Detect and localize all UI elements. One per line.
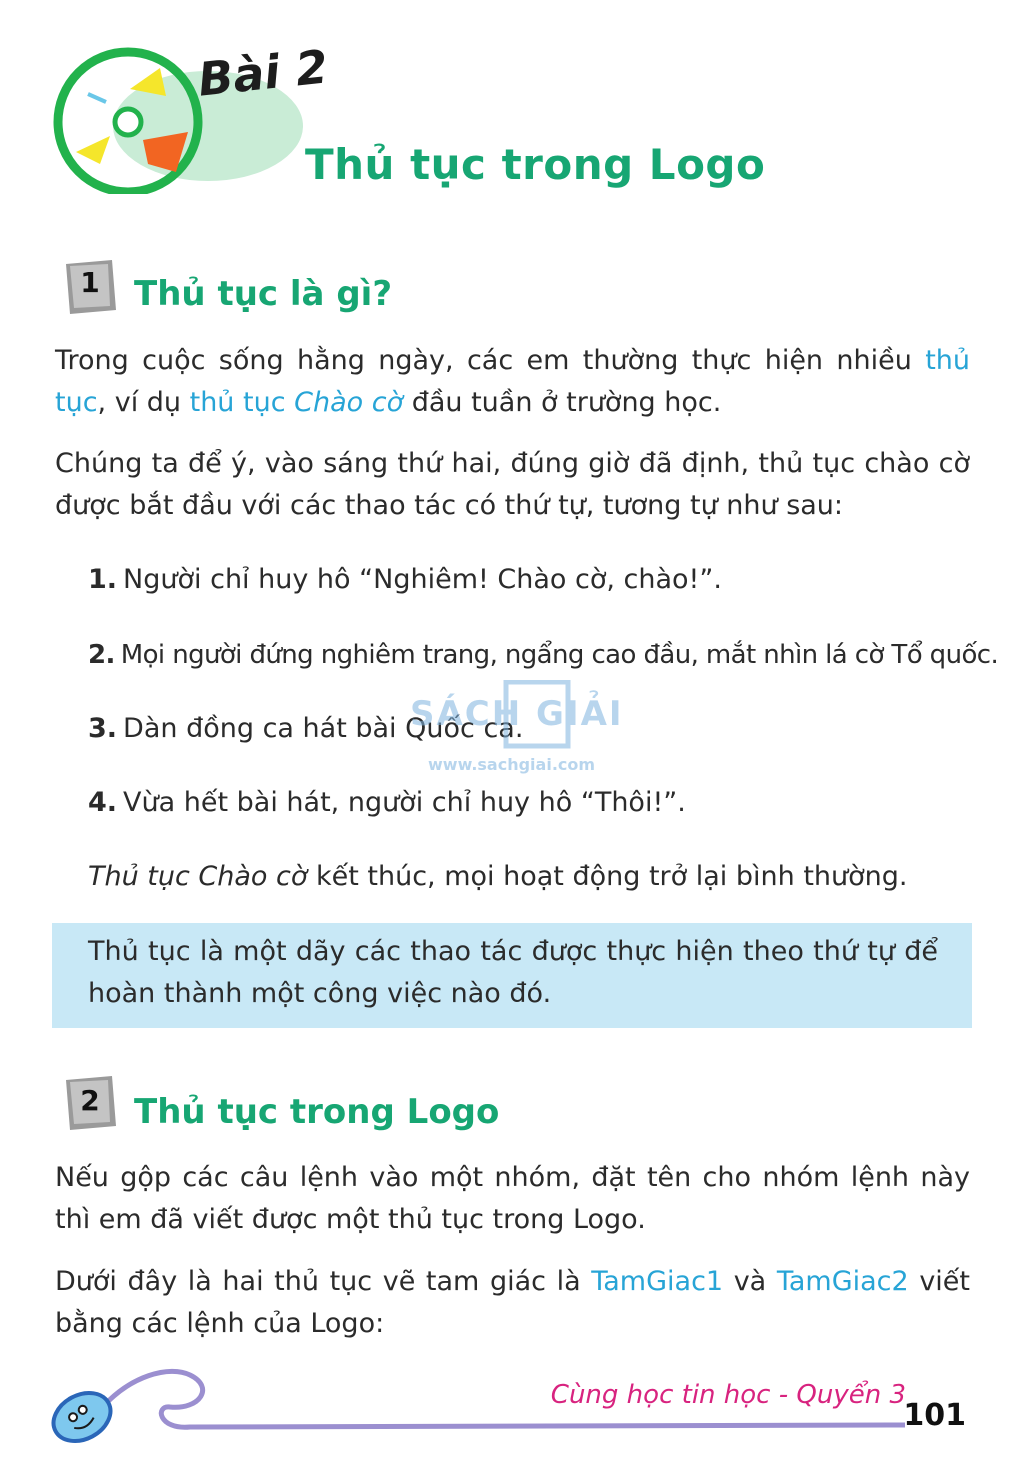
lesson-label: Bài 2 bbox=[195, 39, 331, 107]
term-highlight: thủ tục bbox=[55, 345, 970, 418]
watermark bbox=[410, 680, 624, 780]
note-box bbox=[52, 923, 972, 1028]
step-number: 2. bbox=[88, 640, 115, 670]
step-text: Người chỉ huy hô “Nghiêm! Chào cờ, chào!”. bbox=[123, 564, 722, 595]
paragraph bbox=[55, 1261, 970, 1345]
watermark-url: www.sachgiai.com bbox=[428, 755, 596, 774]
paragraph: Nếu gộp các câu lệnh vào một nhóm, đặt tên cho nhóm lệnh này thì em đã viết được một thủ tục trong Logo. bbox=[55, 1162, 970, 1235]
text-run: và bbox=[723, 1266, 777, 1297]
text-run: kết thúc, mọi hoạt động trở lại bình thường. bbox=[307, 861, 908, 892]
step-number: 4. bbox=[88, 787, 118, 818]
step-number: 3. bbox=[88, 713, 118, 744]
watermark-brand: SÁCH GIẢI bbox=[410, 694, 624, 734]
text-run: Dưới đây là hai thủ tục vẽ tam giác là bbox=[55, 1266, 592, 1297]
note-text: Thủ tục là một dãy các thao tác được thực hiện theo thứ tự để hoàn thành một công việc nào đó. bbox=[88, 936, 938, 1009]
list-item bbox=[88, 635, 999, 675]
paragraph: Chúng ta để ý, vào sáng thứ hai, đúng giờ đã định, thủ tục chào cờ được bắt đầu với các thao tác có thứ tự, tương tự như sau: bbox=[55, 448, 970, 521]
term-highlight: TamGiac1 bbox=[591, 1266, 724, 1297]
list-item bbox=[88, 560, 973, 600]
footer-book-title: Cùng học tin học - Quyển 3 bbox=[550, 1380, 906, 1410]
text-run: Trong cuộc sống hằng ngày, các em thường thực hiện nhiều bbox=[55, 345, 926, 376]
paragraph bbox=[88, 857, 973, 897]
text-run: đầu tuần ở trường học. bbox=[403, 387, 722, 418]
step-text: Vừa hết bài hát, người chỉ huy hô “Thôi!”. bbox=[123, 787, 686, 818]
section-number: 1 bbox=[80, 266, 100, 299]
section-title: Thủ tục là gì? bbox=[134, 274, 393, 314]
text-run: Thủ tục Chào cờ bbox=[88, 861, 308, 892]
step-number: 1. bbox=[88, 564, 118, 595]
section-title: Thủ tục trong Logo bbox=[134, 1092, 500, 1132]
list-item bbox=[88, 783, 973, 823]
term-highlight: TamGiac2 bbox=[776, 1266, 909, 1297]
term-highlight: thủ tục bbox=[189, 387, 295, 418]
paragraph bbox=[55, 340, 970, 424]
step-text: Mọi người đứng nghiêm trang, ngẩng cao đầu, mắt nhìn lá cờ Tổ quốc. bbox=[120, 640, 999, 670]
term-highlight: Chào cờ bbox=[294, 387, 404, 418]
page-number: 101 bbox=[903, 1398, 966, 1433]
text-run: viết bằng các lệnh của Logo: bbox=[55, 1266, 970, 1339]
step-text: Dàn đồng ca hát bài Quốc ca. bbox=[123, 713, 524, 744]
section-number: 2 bbox=[80, 1084, 100, 1117]
lesson-title: Thủ tục trong Logo bbox=[305, 140, 766, 189]
text-run: , ví dụ bbox=[97, 387, 190, 418]
